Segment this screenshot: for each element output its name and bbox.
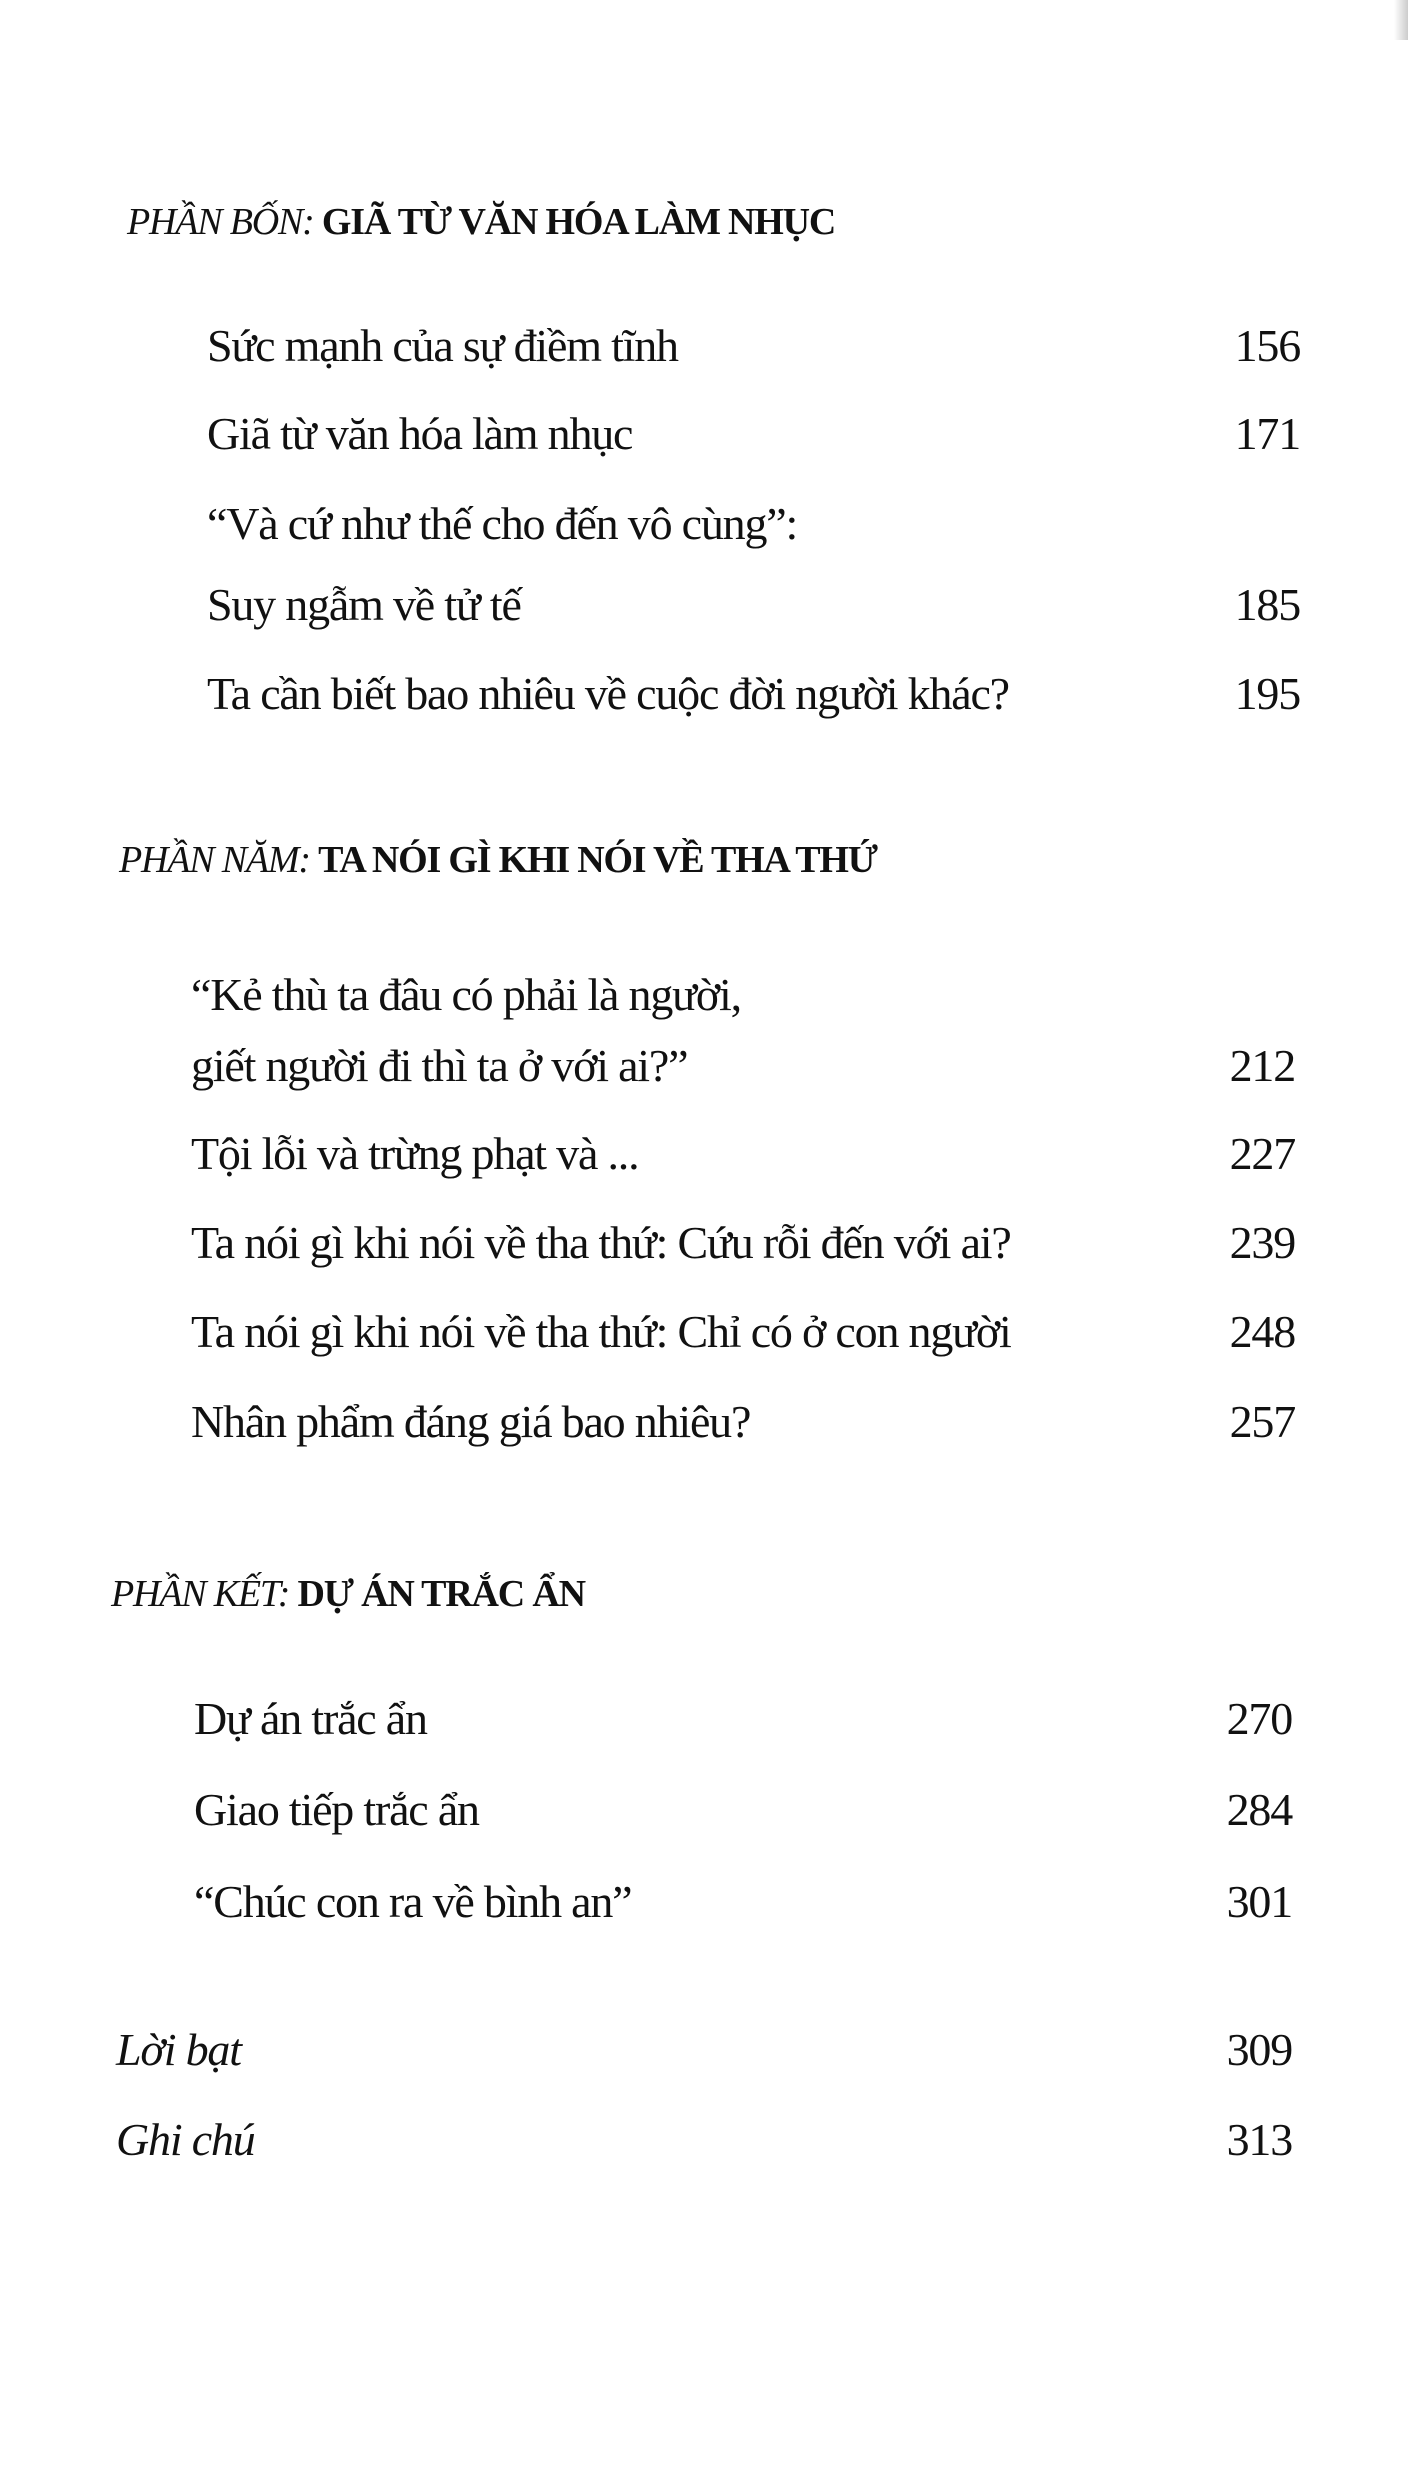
entry-page: 257 [1229, 1396, 1295, 1447]
entry-page: 301 [1226, 1876, 1292, 1927]
entry-title: Suy ngẫm về tử tế [207, 579, 521, 630]
section-title: DỰ ÁN TRẮC ẨN [297, 1573, 585, 1615]
entry-page: 239 [1229, 1217, 1295, 1268]
entry-title: Nhân phẩm đáng giá bao nhiêu? [191, 1396, 751, 1447]
entry-title: Lời bạt [116, 2024, 241, 2075]
section-prefix: PHẦN KẾT: [111, 1573, 290, 1615]
toc-entry[interactable] [0, 316, 1408, 376]
entry-page: 284 [1226, 1784, 1292, 1835]
toc-entry[interactable] [0, 1780, 1408, 1840]
section-heading-4 [127, 192, 835, 252]
entry-title: Sức mạnh của sự điềm tĩnh [207, 320, 678, 371]
entry-title: Ta nói gì khi nói về tha thứ: Cứu rỗi đến với ai? [191, 1217, 1011, 1268]
entry-title: “Chúc con ra về bình an” [194, 1876, 632, 1927]
entry-title: Ghi chú [116, 2114, 255, 2165]
entry-page: 313 [1226, 2114, 1292, 2165]
entry-title: “Kẻ thù ta đâu có phải là người, [191, 969, 741, 1020]
toc-entry[interactable] [0, 494, 1408, 554]
entry-page: 156 [1234, 320, 1300, 371]
toc-entry[interactable] [0, 1872, 1408, 1932]
entry-title: Ta cần biết bao nhiêu về cuộc đời người khác? [207, 668, 1009, 719]
entry-page: 248 [1229, 1306, 1295, 1357]
entry-title: Giã từ văn hóa làm nhục [207, 408, 633, 459]
toc-entry[interactable] [0, 664, 1408, 724]
toc-entry-afterword[interactable] [0, 2020, 1408, 2080]
entry-page: 270 [1226, 1693, 1292, 1744]
toc-entry[interactable] [0, 404, 1408, 464]
entry-title: “Và cứ như thế cho đến vô cùng”: [207, 498, 798, 549]
section-prefix: PHẦN BỐN: [127, 201, 314, 243]
section-title: TA NÓI GÌ KHI NÓI VỀ THA THỨ [318, 839, 877, 881]
toc-entry[interactable] [0, 965, 1408, 1025]
entry-title: Dự án trắc ẩn [194, 1693, 427, 1744]
toc-entry[interactable] [0, 1036, 1408, 1096]
section-title: GIÃ TỪ VĂN HÓA LÀM NHỤC [321, 201, 836, 243]
entry-page: 309 [1226, 2024, 1292, 2075]
entry-page: 195 [1234, 668, 1300, 719]
toc-entry-notes[interactable] [0, 2110, 1408, 2170]
entry-page: 212 [1229, 1040, 1295, 1091]
entry-title: giết người đi thì ta ở với ai?” [191, 1040, 688, 1091]
section-prefix: PHẦN NĂM: [119, 839, 310, 881]
toc-entry[interactable] [0, 1302, 1408, 1362]
toc-entry[interactable] [0, 1392, 1408, 1452]
section-heading-5 [119, 830, 877, 890]
entry-page: 185 [1234, 579, 1300, 630]
entry-page: 171 [1234, 408, 1300, 459]
section-heading-final [111, 1564, 585, 1624]
entry-page: 227 [1229, 1128, 1295, 1179]
entry-title: Ta nói gì khi nói về tha thứ: Chỉ có ở con người [191, 1306, 1011, 1357]
toc-entry[interactable] [0, 1124, 1408, 1184]
toc-entry[interactable] [0, 1689, 1408, 1749]
entry-title: Giao tiếp trắc ẩn [194, 1784, 479, 1835]
page-edge-shadow [1394, 0, 1408, 40]
entry-title: Tội lỗi và trừng phạt và ... [191, 1128, 639, 1179]
toc-entry[interactable] [0, 1213, 1408, 1273]
toc-entry[interactable] [0, 575, 1408, 635]
